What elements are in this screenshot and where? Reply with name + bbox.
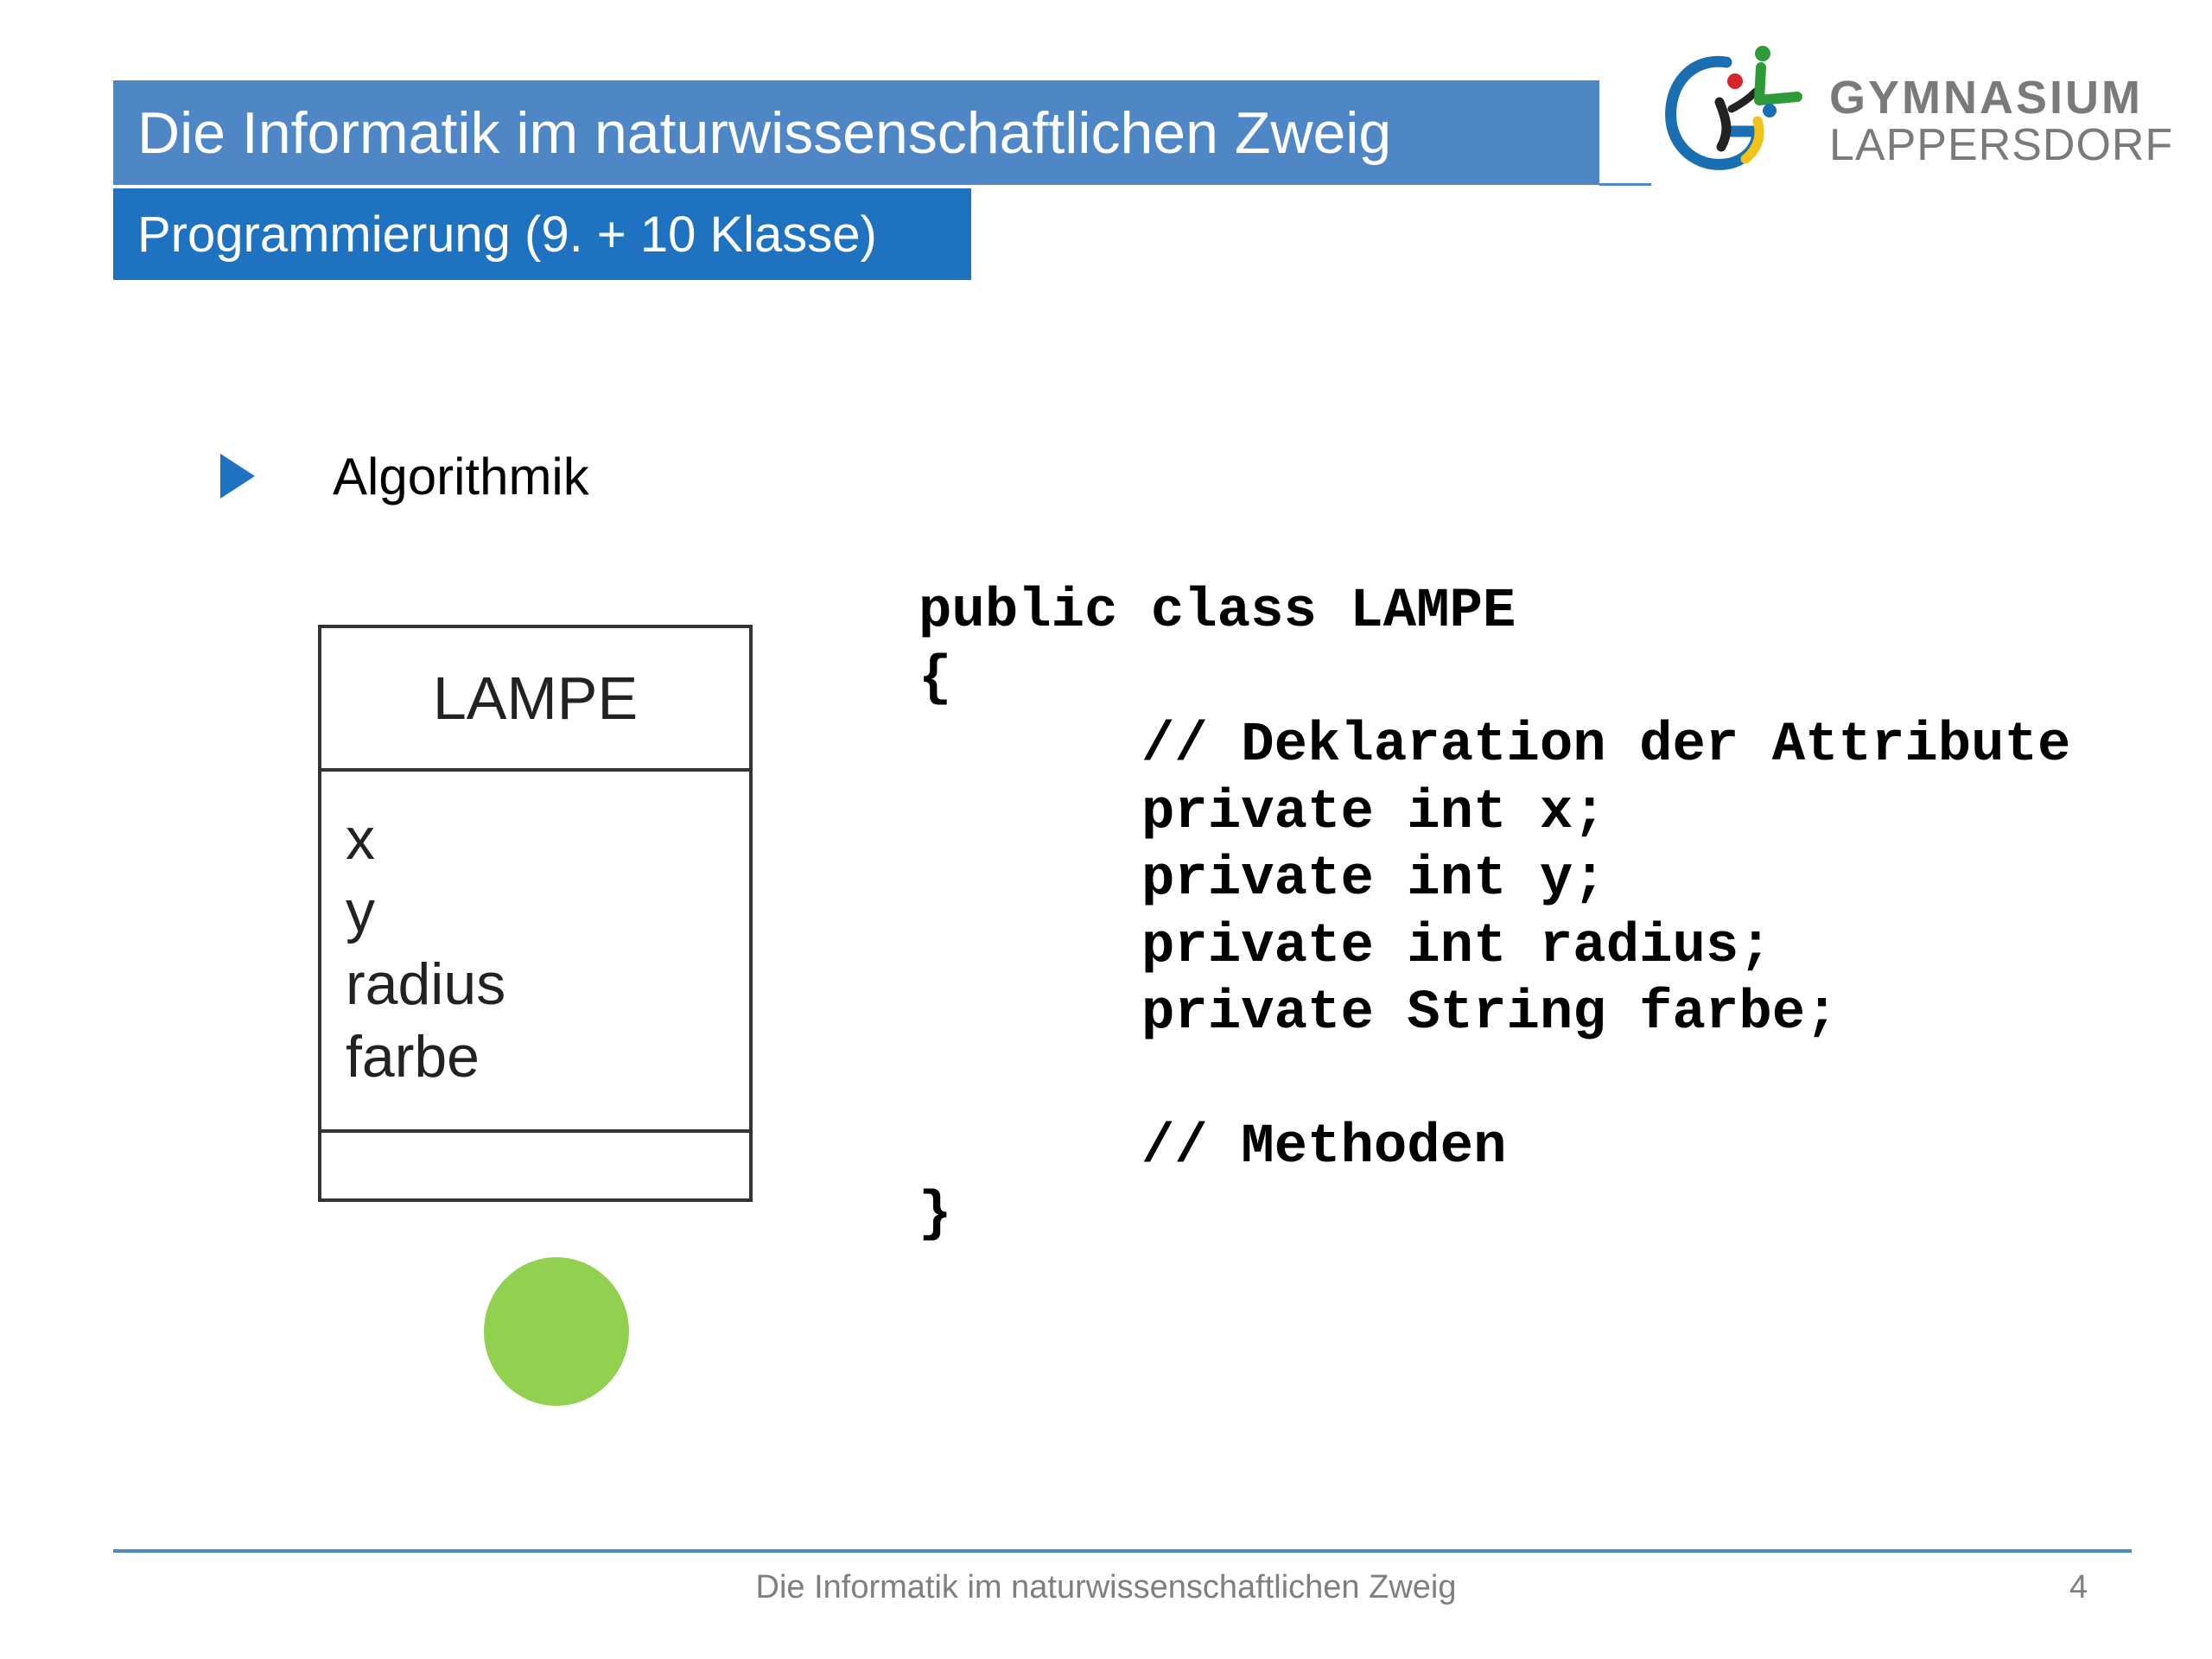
triangle-bullet-icon	[220, 454, 255, 499]
page-number: 4	[2069, 1569, 2088, 1605]
uml-methods	[321, 1133, 749, 1202]
code-line: // Methoden	[1141, 1116, 1507, 1179]
logo-text-line1: GYMNASIUM	[1829, 72, 2143, 124]
code-line: private int radius;	[1141, 915, 1772, 978]
bullet-item	[220, 448, 589, 505]
code-line: private int x;	[1141, 781, 1606, 844]
school-logo	[1659, 41, 2174, 188]
code-line: }	[918, 1183, 952, 1246]
footer-divider	[113, 1549, 2132, 1553]
bullet-text: Algorithmik	[333, 448, 589, 505]
subtitle-bar	[113, 188, 971, 280]
code-line	[918, 1048, 2070, 1116]
uml-attributes	[321, 772, 749, 1133]
uml-class-diagram	[318, 625, 753, 1202]
slide-title: Die Informatik im naturwissenschaftlichen Zweig	[137, 99, 1392, 166]
code-line: {	[918, 647, 952, 710]
uml-attribute: x	[346, 806, 375, 872]
title-bar	[113, 80, 1599, 185]
logo-mark-icon	[1659, 41, 1810, 184]
slide-subtitle: Programmierung (9. + 10 Klasse)	[137, 206, 877, 263]
uml-attribute: y	[346, 879, 375, 944]
logo-text-line2: LAPPERSDORF	[1829, 120, 2174, 170]
uml-attribute: radius	[346, 951, 506, 1017]
title-underline	[1599, 183, 1651, 186]
code-line: private String farbe;	[1141, 982, 1839, 1045]
lamp-circle	[484, 1257, 629, 1406]
code-line: private int y;	[1141, 849, 1606, 911]
uml-attribute: farbe	[346, 1024, 480, 1090]
code-block	[918, 579, 2070, 1249]
uml-class-name: LAMPE	[321, 628, 749, 772]
footer-text: Die Informatik im naturwissenschaftlichen Zweig	[755, 1569, 1457, 1605]
code-line: public class LAMPE	[918, 581, 1516, 643]
code-line: // Deklaration der Attribute	[1141, 715, 2071, 777]
